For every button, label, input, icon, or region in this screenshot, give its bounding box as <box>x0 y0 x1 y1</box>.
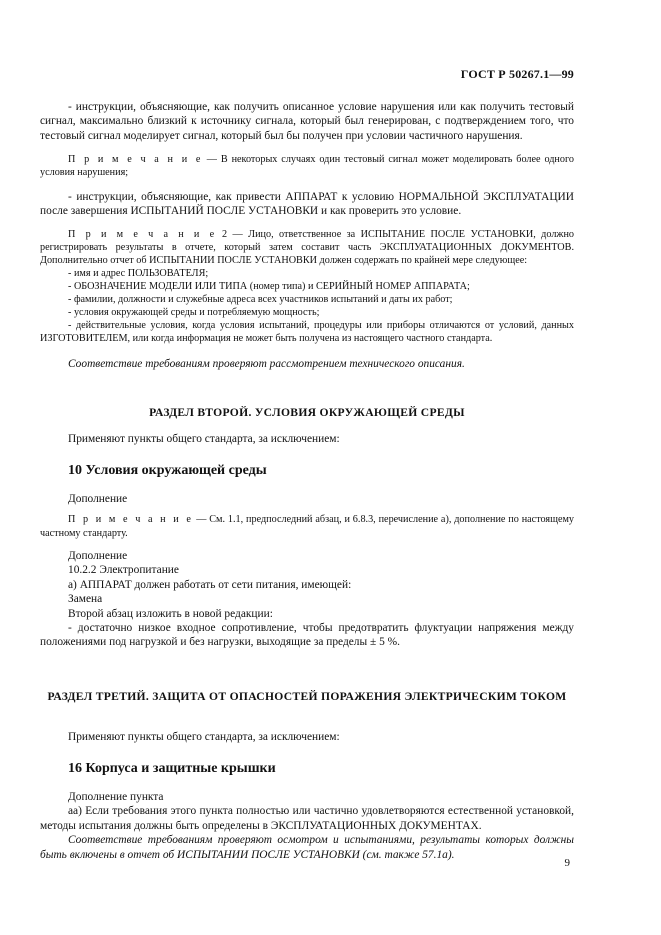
note-2-item: - ОБОЗНАЧЕНИЕ МОДЕЛИ ИЛИ ТИПА (номер типа) и СЕРИЙНЫЙ НОМЕР АППАРАТА; <box>68 281 470 293</box>
section-3-title: РАЗДЕЛ ТРЕТИЙ. ЗАЩИТА ОТ ОПАСНОСТЕЙ ПОРАЖЕНИЯ ЭЛЕКТРИЧЕСКИМ ТОКОМ <box>47 689 567 703</box>
note-2-item: - фамилии, должности и служебные адреса всех участников испытаний и даты их работ; <box>68 294 453 306</box>
page-content <box>40 100 574 862</box>
item-a: а) АППАРАТ должен работать от сети питания, имеющей: <box>68 578 352 591</box>
section-3-intro: Применяют пункты общего стандарта, за исключением: <box>68 731 340 744</box>
note-2-item-last: - действительные условия, когда условия испытаний, процедуры или приборы отличаются от условий, данных ИЗГОТОВИТЕЛЕМ, или когда информация не может быть получена из настоящего частного стандарта. <box>40 320 574 345</box>
clause-16-title: 16 Корпуса и защитные крышки <box>68 760 276 776</box>
addition-label-1: Дополнение <box>68 493 128 506</box>
subclause-10-2-2: 10.2.2 Электропитание <box>68 564 179 577</box>
note-2-text: 2 — Лицо, ответственное за ИСПЫТАНИЕ ПОСЛЕ УСТАНОВКИ, должно регистрировать результаты в отчете, который затем составит часть ЭКСПЛУАТАЦИОННЫХ ДОКУМЕНТОВ. Дополнительно отчет об ИСПЫТАНИИ ПОСЛЕ УСТАНОВКИ должен содержать по крайней мере следующее: <box>40 229 574 267</box>
note-2-item: - имя и адрес ПОЛЬЗОВАТЕЛЯ; <box>68 268 209 280</box>
addition-label-3: Дополнение пункта <box>68 790 164 803</box>
note-2-label: П р и м е ч а н и е <box>68 229 217 241</box>
note-2 <box>40 228 574 345</box>
page-number: 9 <box>564 857 570 869</box>
note-1-text: — В некоторых случаях один тестовый сигнал может моделировать более одного условия нарушения; <box>40 154 574 179</box>
note-2-item: - условия окружающей среды и потребляемую мощность; <box>68 307 320 319</box>
clause-10-title: 10 Условия окружающей среды <box>68 462 267 478</box>
compliance-statement-1: Соответствие требованиям проверяют рассмотрением технического описания. <box>68 358 465 371</box>
replacement-label: Замена <box>68 593 103 606</box>
voltage-requirement: - достаточно низкое входное сопротивление, чтобы предотвратить флуктуации напряжения между положениями под нагрузкой и без нагрузки, выходящие за пределы ± 5 %. <box>40 621 574 649</box>
compliance-statement-2: Соответствие требованиям проверяют осмотром и испытаниями, результаты которых должны быть включены в отчет об ИСПЫТАНИИ ПОСЛЕ УСТАНОВКИ (см. также 57.1а). <box>40 834 574 861</box>
note-2-intro <box>40 228 574 267</box>
note-3-label: П р и м е ч а н и е <box>68 514 194 526</box>
item-aa: аа) Если требования этого пункта полностью или частично удовлетворяются естественной установкой, методы испытания должны быть определены в ЭКСПЛУАТАЦИОННЫХ ДОКУМЕНТАХ. <box>40 805 574 832</box>
addition-label-2: Дополнение <box>68 549 128 562</box>
second-paragraph-note: Второй абзац изложить в новой редакции: <box>68 607 273 620</box>
note-3-text: — См. 1.1, предпоследний абзац, и 6.8.3, перечисление а), дополнение по настоящему частному стандарту. <box>40 514 575 539</box>
note-1-label: П р и м е ч а н и е <box>68 154 203 166</box>
section-2-title: РАЗДЕЛ ВТОРОЙ. УСЛОВИЯ ОКРУЖАЮЩЕЙ СРЕДЫ <box>149 405 465 419</box>
note-1 <box>40 153 574 179</box>
note-3 <box>40 513 574 539</box>
document-header: ГОСТ Р 50267.1—99 <box>460 67 574 81</box>
paragraph-instructions-1: - инструкции, объясняющие, как получить описанное условие нарушения или как получить тестовый сигнал, максимально близкий к источнику сигнала, который был генерирован, с подтверждением того, что тестовый сигнал моделирует сигнал, который был бы получен при условии частичного нарушения. <box>40 101 574 142</box>
section-2-intro: Применяют пункты общего стандарта, за исключением: <box>68 433 340 446</box>
paragraph-instructions-2: - инструкции, объясняющие, как привести АППАРАТ к условию НОРМАЛЬНОЙ ЭКСПЛУАТАЦИИ после завершения ИСПЫТАНИЙ ПОСЛЕ УСТАНОВКИ и как проверить это условие. <box>40 190 574 218</box>
